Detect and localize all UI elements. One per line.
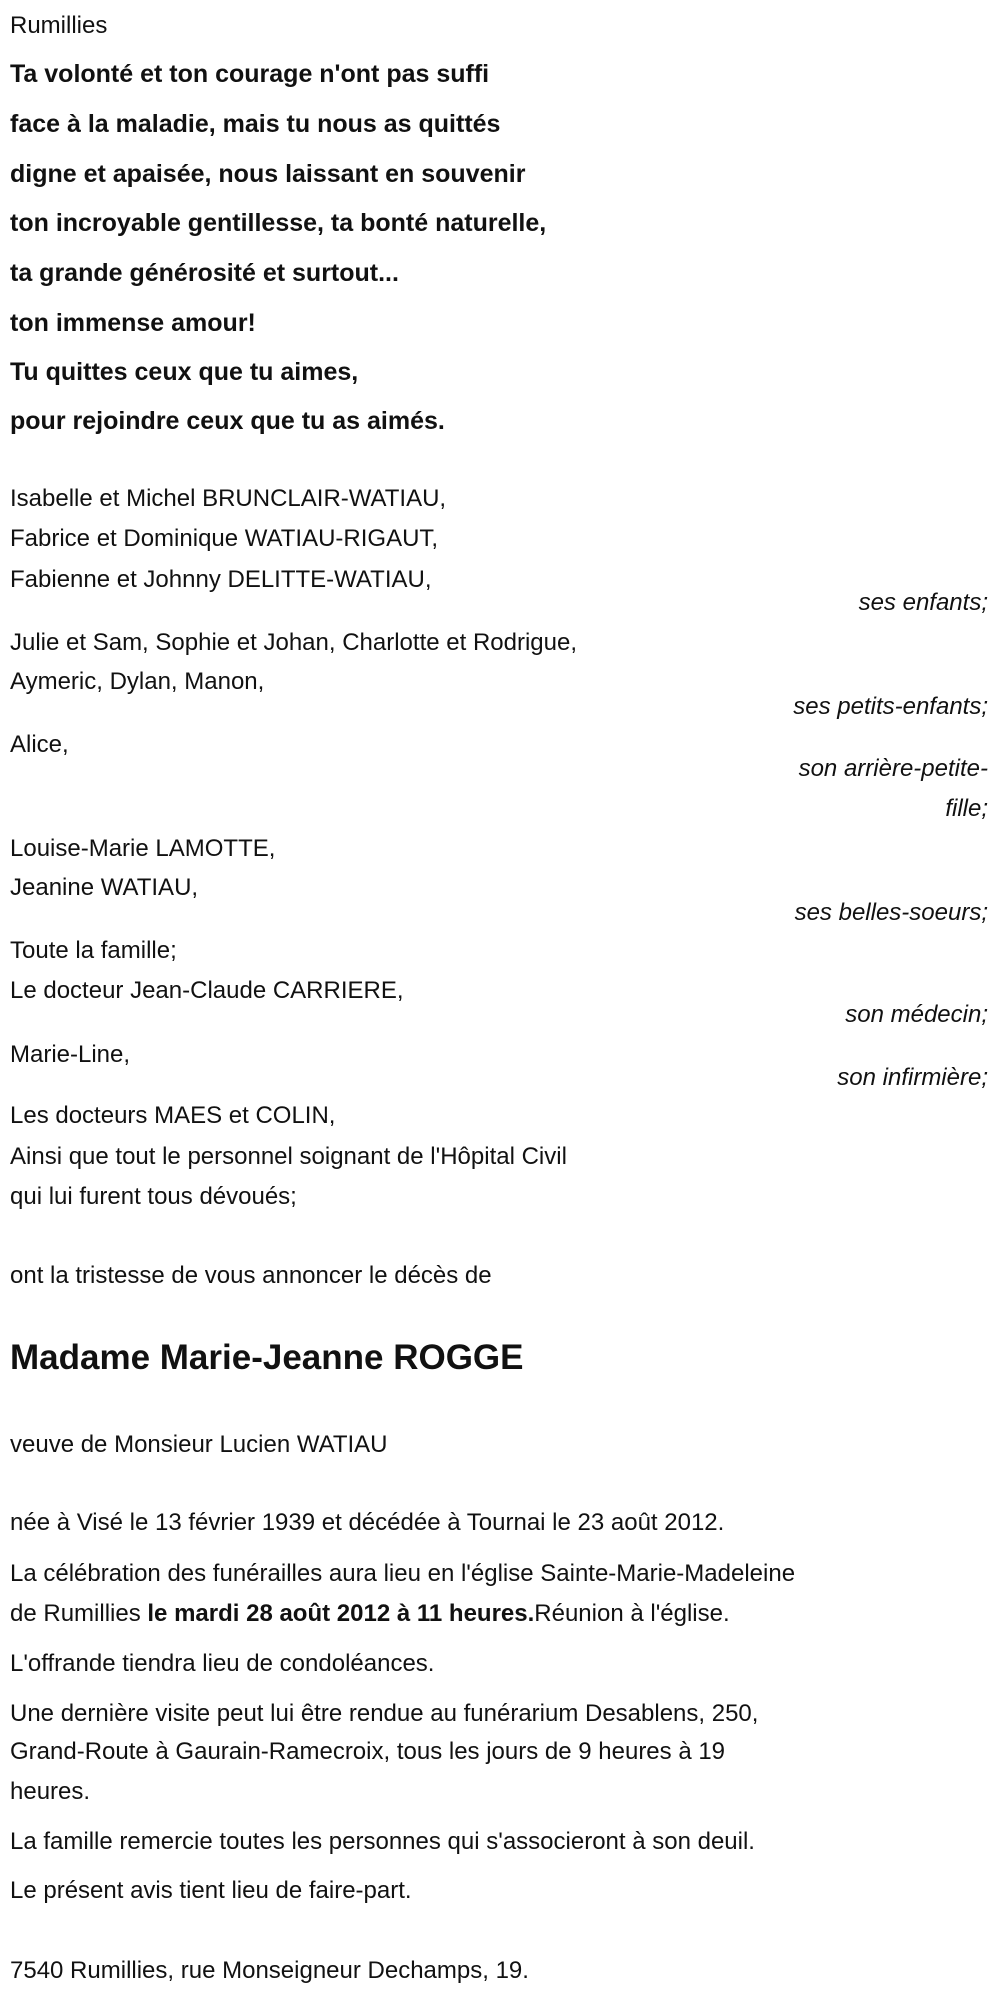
place: Rumillies — [10, 12, 108, 39]
grandchildren-names: Julie et Sam, Sophie et Johan, Charlotte et Rodrigue, — [10, 629, 577, 656]
poem-line: digne et apaisée, nous laissant en souvenir — [10, 160, 526, 188]
family-all: Toute la famille; — [10, 937, 177, 964]
offering: L'offrande tiendra lieu de condoléances. — [10, 1650, 435, 1677]
sister-in-law-name: Jeanine WATIAU, — [10, 874, 199, 901]
poem-line: pour rejoindre ceux que tu as aimés. — [10, 407, 445, 435]
great-grandchild-role: son arrière-petite- — [798, 755, 988, 782]
ceremony-date: le mardi 28 août 2012 à 11 heures. — [147, 1600, 535, 1627]
child-name: Fabrice et Dominique WATIAU-RIGAUT, — [10, 525, 439, 552]
great-grandchild-role: fille; — [945, 795, 988, 822]
child-name: Isabelle et Michel BRUNCLAIR-WATIAU, — [10, 485, 447, 512]
sisters-in-law-role: ses belles-soeurs; — [794, 899, 988, 926]
ceremony-place: de Rumillies — [10, 1600, 148, 1627]
doctor-role: son médecin; — [845, 1001, 988, 1028]
sister-in-law-name: Louise-Marie LAMOTTE, — [10, 835, 276, 862]
address: 7540 Rumillies, rue Monseigneur Dechamps, 19. — [10, 1957, 529, 1984]
grandchildren-names: Aymeric, Dylan, Manon, — [10, 668, 265, 695]
child-name: Fabienne et Johnny DELITTE-WATIAU, — [10, 566, 432, 593]
nurse-role: son infirmière; — [837, 1064, 988, 1091]
birth-death: née à Visé le 13 février 1939 et décédée à Tournai le 23 août 2012. — [10, 1509, 725, 1536]
notice: Le présent avis tient lieu de faire-part. — [10, 1877, 412, 1904]
hospital-line: qui lui furent tous dévoués; — [10, 1183, 297, 1210]
hospital-line: Ainsi que tout le personnel soignant de l'Hôpital Civil — [10, 1143, 567, 1170]
poem-line: face à la maladie, mais tu nous as quittés — [10, 110, 501, 138]
widow-of: veuve de Monsieur Lucien WATIAU — [10, 1431, 388, 1458]
ceremony-line — [10, 1594, 730, 1634]
visit-line: Une dernière visite peut lui être rendue au funérarium Desablens, 250, — [10, 1700, 759, 1727]
poem-line: Tu quittes ceux que tu aimes, — [10, 358, 359, 386]
visit-line: heures. — [10, 1778, 91, 1805]
poem-line: Ta volonté et ton courage n'ont pas suffi — [10, 60, 490, 88]
poem-line: ta grande générosité et surtout... — [10, 259, 399, 287]
nurse-name: Marie-Line, — [10, 1041, 131, 1068]
thanks: La famille remercie toutes les personnes qui s'associeront à son deuil. — [10, 1828, 755, 1855]
poem-line: ton immense amour! — [10, 309, 256, 337]
visit-line: Grand-Route à Gaurain-Ramecroix, tous les jours de 9 heures à 19 — [10, 1738, 726, 1765]
announcement: ont la tristesse de vous annoncer le décès de — [10, 1262, 492, 1289]
poem-line: ton incroyable gentillesse, ta bonté naturelle, — [10, 209, 547, 237]
deceased-name: Madame Marie-Jeanne ROGGE — [10, 1338, 524, 1377]
ceremony-line: La célébration des funérailles aura lieu en l'église Sainte-Marie-Madeleine — [10, 1560, 796, 1587]
meeting-info: Réunion à l'église. — [534, 1600, 730, 1627]
grandchildren-role: ses petits-enfants; — [793, 693, 988, 720]
hospital-line: Les docteurs MAES et COLIN, — [10, 1102, 336, 1129]
doctor-name: Le docteur Jean-Claude CARRIERE, — [10, 977, 404, 1004]
great-grandchild-name: Alice, — [10, 731, 69, 758]
children-role: ses enfants; — [858, 589, 988, 616]
